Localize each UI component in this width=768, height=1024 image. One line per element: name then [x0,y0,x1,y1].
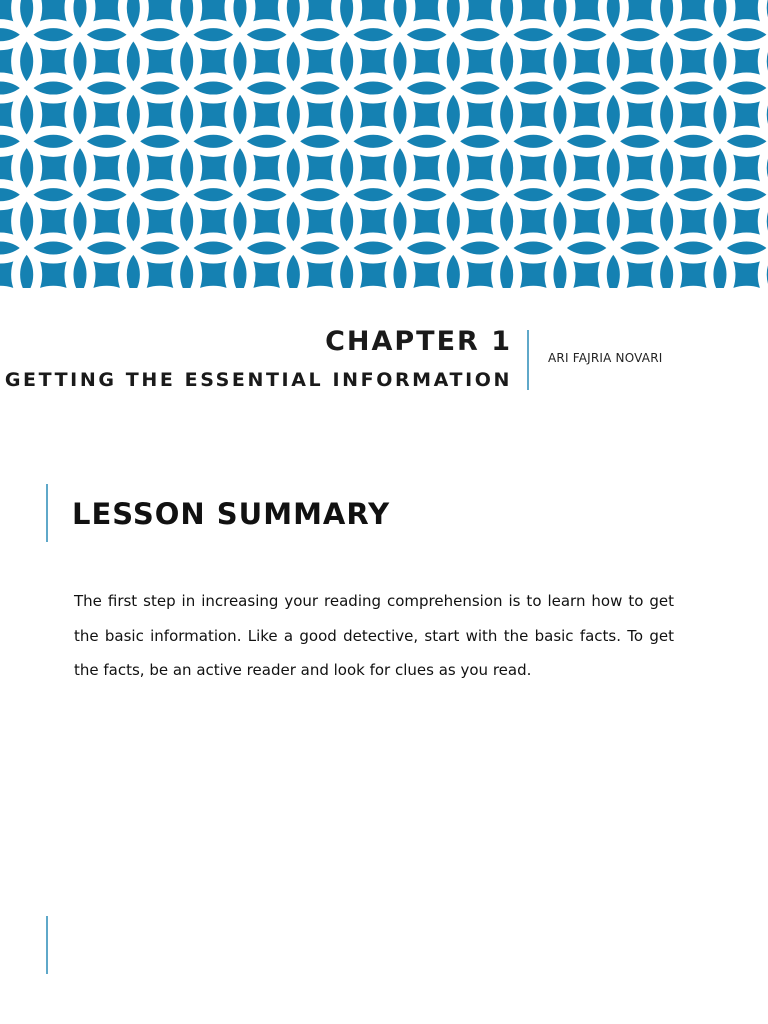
lesson-summary-text: The first step in increasing your reading comprehension is to learn how to get the basic information. Like a good detective, start with the basic facts. To get the facts, be an active reader and look for clues as you read. [74,592,674,679]
chapter-title: CHAPTER 1 [325,326,512,357]
section-heading: LESSON SUMMARY [72,497,391,531]
decorative-pattern-banner [0,0,768,288]
interlocking-circles-pattern-icon [0,0,768,288]
section-accent-bar [46,484,48,542]
title-block [0,318,512,394]
chapter-subtitle: GETTING THE ESSENTIAL INFORMATION [4,369,512,391]
footer-accent-bar [46,916,48,974]
title-divider [527,330,529,390]
author-name: ARI FAJRIA NOVARI [548,351,663,365]
